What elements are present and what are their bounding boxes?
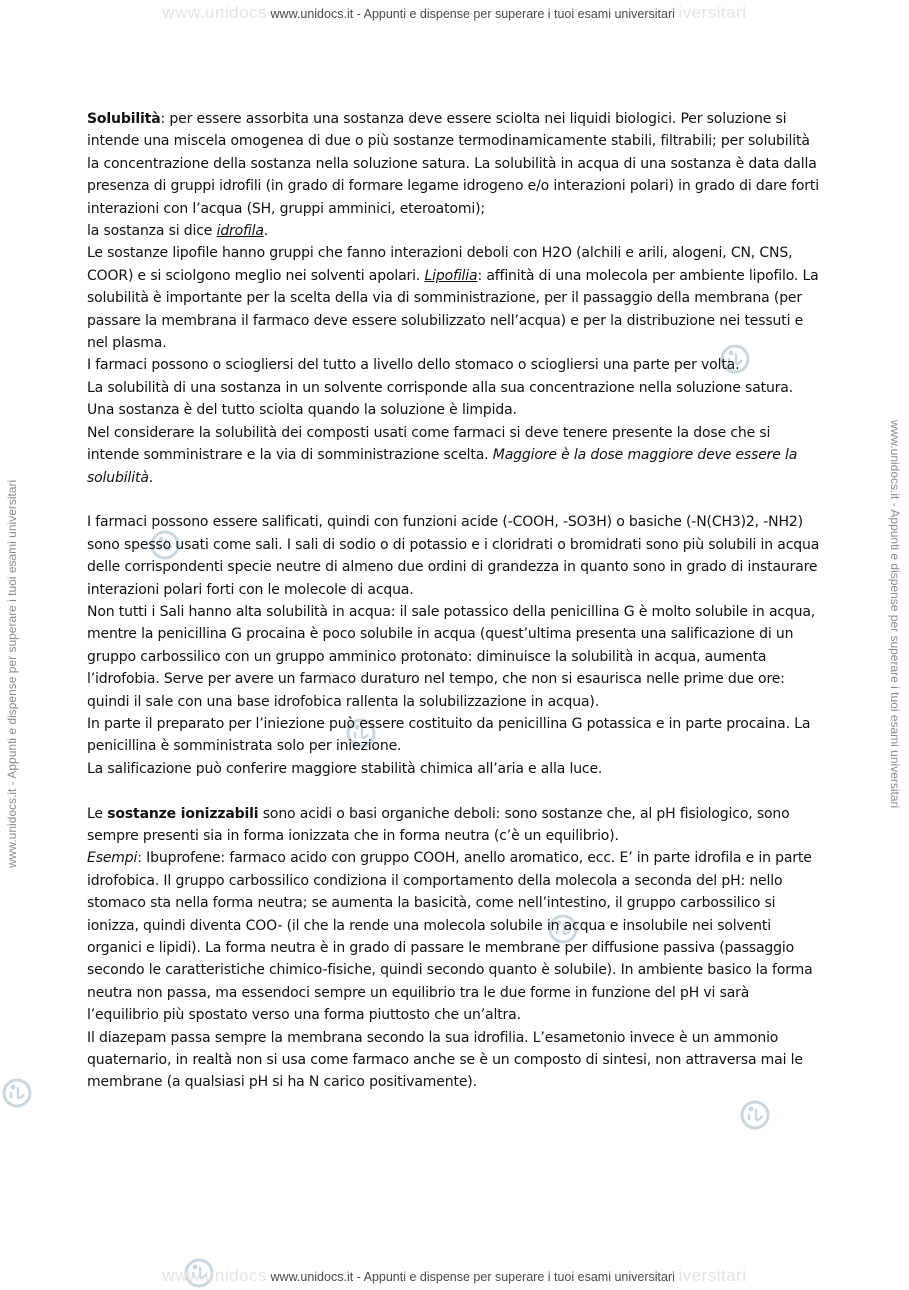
paragraph-text: .	[148, 469, 154, 486]
document-body	[87, 108, 823, 1094]
paragraph-text: Le	[87, 805, 103, 822]
paragraph-text: : Ibuprofene: farmaco acido con gruppo COOH, anello aromatico, ecc. E’ in parte idrofila e in parte idrofobica. Il gruppo carbossilico condiziona il comportamento della molecola a seconda del pH: nello stomaco sta nella forma neutra; se aumenta la basicità, come nell’intestino, il gruppo carbossilico si ionizza, quindi diventa COO- (il che la rende una molecola solubile in acqua e insolubile nei solventi organici e lipidi). La forma neutra è in grado di passare le membrane per diffusione passiva (passaggio secondo le caratteristiche chimico-fisiche, quindi secondo quanto è solubile). In ambiente basico la forma neutra non passa, ma essendoci sempre un equilibrio tra le due forme in funzione del pH vi sarà l’equilibrio più spostato verso una forma piuttosto che un’altra.	[87, 850, 813, 1024]
paragraph-text: Nel considerare la solubilità dei composti usati come farmaci si deve tenere presente la dose che si intende somministrare e la via di somministrazione scelta.	[87, 424, 771, 464]
banner-ghost-left: www.unidocs	[162, 3, 268, 22]
banner-text[interactable]: www.unidocs.it - Appunti e dispense per superare i tuoi esami universitari	[270, 1270, 675, 1284]
paragraph-solubilita	[87, 108, 823, 242]
paragraph-text: : affinità di una molecola per ambiente lipofilo. La solubilità è importante per la scelta della via di somministrazione, per il passaggio della membrana (per passare la membrana il farmaco deve essere solubilizzato nell’acqua) e per la distribuzione nei tessuti e nel plasma.	[87, 267, 819, 352]
paragraph-text: Le sostanze lipofile hanno gruppi che fanno interazioni deboli con H2O (alchili e arili, alogeni, CN, CNS, COOR) e si sciolgono meglio nei solventi apolari.	[87, 245, 793, 284]
paragraph-text: .	[263, 223, 269, 240]
banner-ghost-right: iversitari	[678, 3, 747, 22]
footer-banner	[0, 1266, 909, 1286]
paragraph-ionizzabili	[87, 803, 823, 848]
unidocs-logo-icon	[0, 1076, 34, 1110]
paragraph-esempi	[87, 847, 823, 1026]
paragraph-emphasis: Maggiore è la dose maggiore deve essere la solubilità	[87, 447, 798, 486]
header-banner	[0, 3, 909, 23]
paragraph-diazepam: Il diazepam passa sempre la membrana secondo la sua idrofilia. L’esametonio invece è un ammonio quaternario, in realtà non si usa come farmaco anche se è un composto di sintesi, non attraversa mai le membrane (a qualsiasi pH si ha N carico positivamente).	[87, 1029, 803, 1091]
side-banner-left: www.unidocs.it - Appunti e dispense per superare i tuoi esami universitari	[5, 479, 19, 868]
banner-ghost-right: iversitari	[678, 1266, 747, 1285]
paragraph-text: : per essere assorbita una sostanza deve essere sciolta nei liquidi biologici. Per soluzione si intende una miscela omogenea di due o più sostanze termodinamicamente stabili, filtrabili; per solubilità la concentrazione della sostanza nella soluzione satura. La solubilità in acqua di una sostanza è data dalla presenza di gruppi idrofili (in grado di formare legame idrogeno e/o interazioni polari) in grado di dare forti interazioni con l’acqua (SH, gruppi amminici, eteroatomi);	[87, 111, 819, 217]
paragraph-salificati: I farmaci possono essere salificati, quindi con funzioni acide (-COOH, -SO3H) o basiche (-N(CH3)2, -NH2) sono spesso usati come sali. I sali di sodio o di potassio e i cloridrati o bromidrati sono più solubili in acqua delle corrispondenti specie neutre di almeno due ordini di grandezza in quanto sono in grado di instaurare interazioni polari forti con le molecole di acqua.	[87, 514, 820, 598]
paragraph-stomaco: I farmaci possono o sciogliersi del tutto a livello dello stomaco o sciogliersi una parte per volta.	[87, 357, 740, 374]
paragraph-iniezione: In parte il preparato per l’iniezione può essere costituito da penicillina G potassica e in parte procaina. La penicillina è somministrata solo per iniezione.	[87, 715, 811, 755]
paragraph-lipofile	[87, 242, 823, 354]
paragraph-dose	[87, 422, 823, 489]
paragraph-solvente: La solubilità di una sostanza in un solvente corrisponde alla sua concentrazione nella soluzione satura. Una sostanza è del tutto sciolta quando la soluzione è limpida.	[87, 379, 794, 419]
unidocs-logo-icon	[738, 1098, 772, 1132]
banner-ghost-left: www.unidocs	[162, 1266, 268, 1285]
term-idrofila: idrofila	[216, 223, 264, 240]
term-solubilita: Solubilità	[87, 111, 161, 127]
term-lipofilia: Lipofilia	[424, 267, 478, 284]
side-banner-right: www.unidocs.it - Appunti e dispense per superare i tuoi esami universitari	[888, 420, 902, 809]
banner-text[interactable]: www.unidocs.it - Appunti e dispense per superare i tuoi esami universitari	[270, 7, 675, 21]
paragraph-stabilita: La salificazione può conferire maggiore stabilità chimica all’aria e alla luce.	[87, 760, 603, 777]
paragraph-text: sono acidi o basi organiche deboli: sono sostanze che, al pH fisiologico, sono sempre presenti sia in forma ionizzata che in forma neutra (c’è un equilibrio).	[87, 805, 790, 844]
paragraph-text: la sostanza si dice	[87, 223, 213, 240]
term-sostanze-ionizzabili: sostanze ionizzabili	[107, 805, 259, 822]
paragraph-penicillina: Non tutti i Sali hanno alta solubilità in acqua: il sale potassico della penicillina G è molto solubile in acqua, mentre la penicillina G procaina è poco solubile in acqua (quest’ultima presenta una salificazione di un gruppo carbossilico con un gruppo amminico protonato: diminuisce la solubilità in acqua, aumenta l’idrofobia. Serve per avere un farmaco duraturo nel tempo, che non si esaurisca nelle prime due ore: quindi il sale con una base idrofobica rallenta la solubilizzazione in acqua).	[87, 603, 816, 710]
term-esempi: Esempi	[87, 850, 138, 867]
